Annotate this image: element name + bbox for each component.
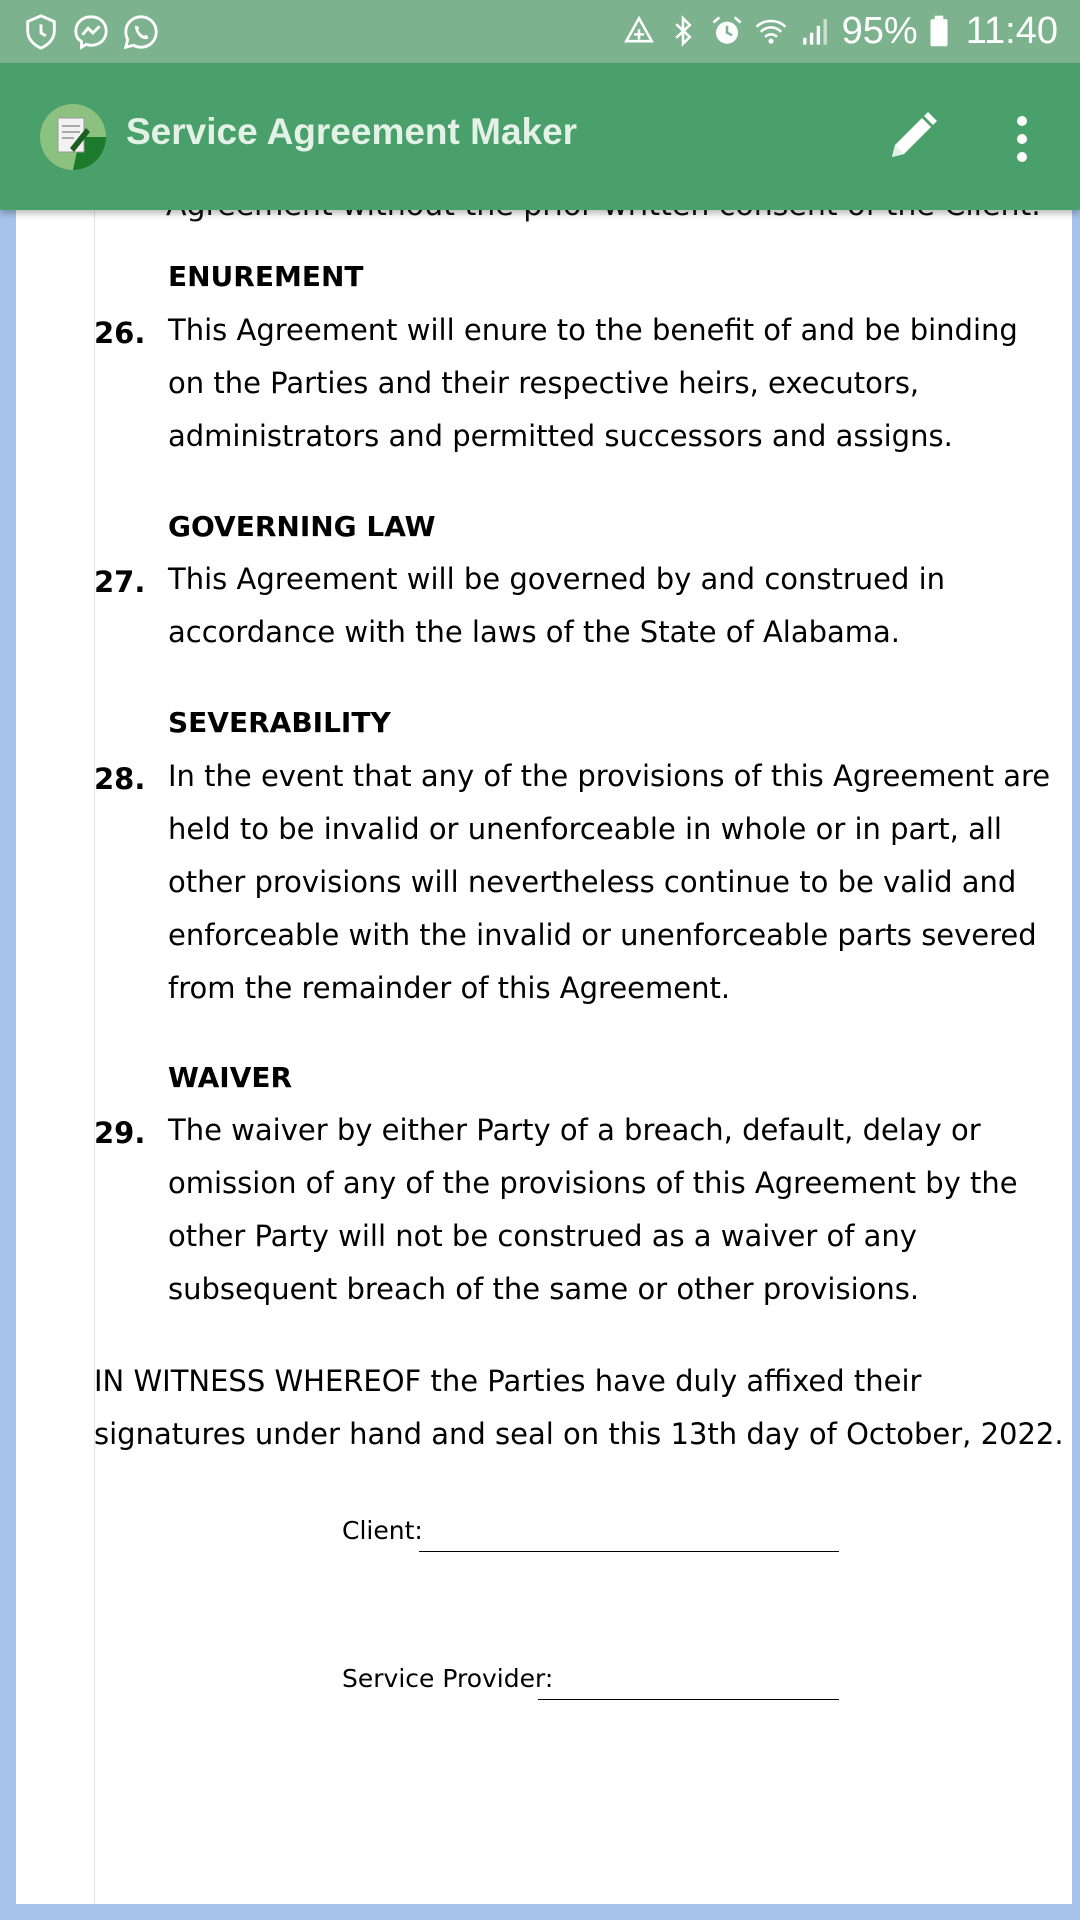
clause-line: omission of any of the provisions of this Agreement by the — [168, 1166, 1018, 1200]
notification-icons — [22, 12, 160, 52]
status-bar — [0, 0, 1080, 63]
clause-line: This Agreement will be governed by and construed in — [168, 562, 946, 596]
clause-number: 27. — [94, 565, 146, 599]
clause-line: The waiver by either Party of a breach, default, delay or — [168, 1113, 981, 1147]
witness-line: signatures under hand and seal on this 13th day of October, 2022. — [94, 1417, 1064, 1451]
clause-heading: ENUREMENT — [168, 260, 364, 293]
witness-line: IN WITNESS WHEREOF the Parties have duly affixed their — [94, 1364, 922, 1398]
clause-heading: SEVERABILITY — [168, 706, 391, 739]
client-signature-line[interactable] — [419, 1551, 839, 1552]
clause-number: 26. — [94, 316, 146, 350]
clause-line: on the Parties and their respective heirs, executors, — [168, 366, 920, 400]
clause-text — [168, 304, 1048, 463]
clause-line: held to be invalid or unenforceable in whole or in part, all — [168, 812, 1002, 846]
clause-line: from the remainder of this Agreement. — [168, 971, 731, 1005]
clause-number: 29. — [94, 1116, 146, 1150]
page-margin-line — [94, 210, 95, 1904]
client-signature-label: Client: — [342, 1516, 423, 1545]
shield-icon — [22, 13, 60, 51]
clause-line: other provisions will nevertheless continue to be valid and — [168, 865, 1017, 899]
clock: 11:40 — [965, 9, 1058, 52]
battery-percentage: 95% — [841, 9, 918, 52]
clause-line: other Party will not be construed as a waiver of any — [168, 1219, 917, 1253]
app-logo-icon — [40, 104, 106, 170]
messenger-icon — [72, 13, 110, 51]
clause-text — [168, 750, 1051, 1015]
clause-line: In the event that any of the provisions of this Agreement are — [168, 759, 1051, 793]
clause-line: enforceable with the invalid or unenforceable parts severed — [168, 918, 1037, 952]
clause-line: administrators and permitted successors and assigns. — [168, 419, 953, 453]
app-bar — [0, 63, 1080, 210]
edit-pencil-icon[interactable] — [884, 109, 940, 165]
provider-signature-line[interactable] — [538, 1699, 839, 1700]
system-indicators — [622, 8, 1058, 54]
clause-text — [168, 1104, 1048, 1316]
document-page[interactable] — [16, 210, 1072, 1904]
clause-number: 28. — [94, 762, 146, 796]
alarm-icon — [710, 14, 744, 48]
signal-icon — [798, 14, 832, 48]
clause-heading: GOVERNING LAW — [168, 510, 436, 543]
provider-signature-label: Service Provider: — [342, 1664, 554, 1693]
battery-icon — [928, 14, 950, 48]
clause-line: accordance with the laws of the State of Alabama. — [168, 615, 901, 649]
whatsapp-icon — [122, 13, 160, 51]
clause-text — [168, 553, 1048, 659]
bluetooth-icon — [666, 14, 700, 48]
app-title: Service Agreement Maker — [126, 111, 578, 152]
wifi-icon — [754, 14, 788, 48]
clause-heading: WAIVER — [168, 1061, 293, 1094]
more-options-icon[interactable] — [1006, 111, 1038, 167]
clause-line: subsequent breach of the same or other provisions. — [168, 1272, 920, 1306]
data-saver-icon — [622, 14, 656, 48]
witness-paragraph — [94, 1355, 1064, 1461]
clause-line: This Agreement will enure to the benefit of and be binding — [168, 313, 1018, 347]
